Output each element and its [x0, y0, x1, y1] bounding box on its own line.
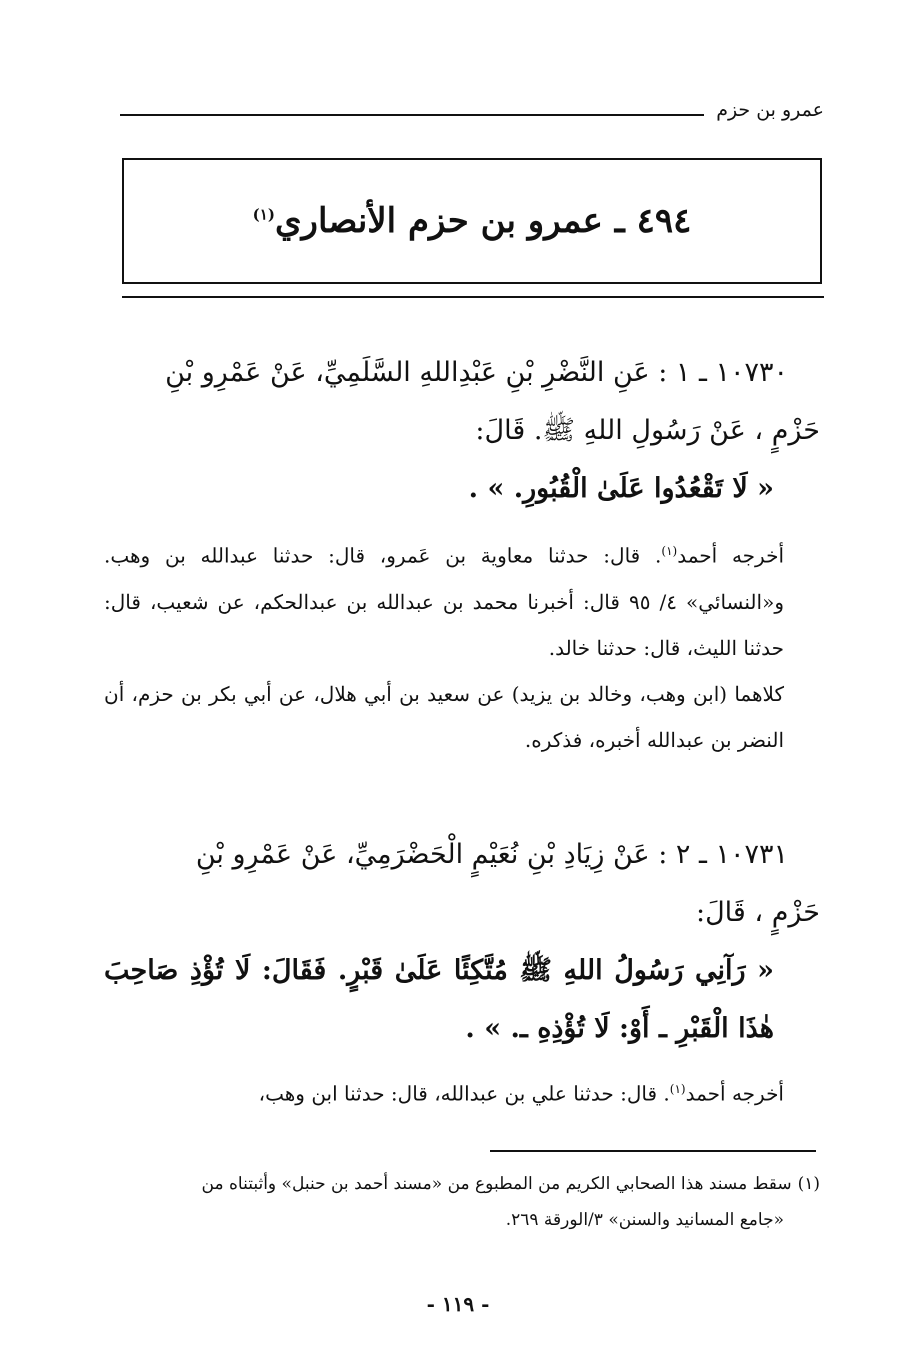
hadith-1-isnad-line1: ١٠٧٣٠ ـ ١ : عَنِ النَّضْرِ بْنِ عَبْدِاللهِ السَّلَمِيِّ، عَنْ عَمْرِو بْنِ: [165, 357, 788, 388]
hadith-1-takhrij-para1: [104, 528, 820, 671]
hadith-2-takhrij: [104, 1066, 820, 1117]
takhrij-rest: . قال: حدثنا علي بن عبدالله، قال: حدثنا ابن وهب،: [258, 1081, 670, 1106]
hadith-1-takhrij: [104, 528, 820, 763]
running-title: عمرو بن حزم: [716, 99, 824, 121]
title-underline: [122, 296, 824, 298]
footnote: [104, 1166, 820, 1238]
hadith-2-matn: « رَآنِي رَسُولُ اللهِ ﷺ مُتَّكِئًا عَلَىٰ قَبْرٍ. فَقَالَ: لَا تُؤْذِ صَاحِبَ هٰذَا الْقَبْرِ ـ أَوْ: لَا تُؤْذِهِ ـ. » .: [104, 955, 774, 1044]
hadith-1-matn: « لَا تَقْعُدُوا عَلَىٰ الْقُبُورِ. » .: [468, 473, 774, 504]
page-number: - ١١٩ -: [426, 1292, 490, 1316]
hadith-1: [104, 344, 820, 518]
hadith-2-isnad-line1: ١٠٧٣١ ـ ٢ : عَنْ زِيَادِ بْنِ نُعَيْمٍ الْحَضْرَمِيِّ، عَنْ عَمْرِو بْنِ: [195, 839, 788, 870]
footnote-text: سقط مسند هذا الصحابي الكريم من المطبوع من «مسند أحمد بن حنبل» وأثبتناه من: [201, 1174, 792, 1194]
chapter-title-box: [122, 158, 822, 284]
chapter-title-text: ٤٩٤ ـ عمرو بن حزم الأنصاري: [274, 201, 692, 241]
takhrij-start: أخرجه أحمد: [685, 1081, 784, 1106]
takhrij-footnote-ref: (١): [669, 1082, 686, 1096]
hadith-1-takhrij-para2: كلاهما (ابن وهب، وخالد بن يزيد) عن سعيد بن أبي هلال، عن أبي بكر بن حزم، أن النضر بن عبدالله أخبره، فذكره.: [104, 681, 784, 752]
footnote-number: (١): [797, 1174, 820, 1194]
chapter-title-footnote-ref: (١): [252, 205, 275, 224]
footnote-line2: «جامع المسانيد والسنن» ٣/الورقة ٢٦٩.: [505, 1210, 784, 1230]
footnote-line1: [104, 1166, 820, 1202]
takhrij-footnote-ref: (١): [661, 544, 678, 558]
chapter-title: [253, 201, 692, 241]
hadith-2: [104, 826, 820, 1058]
running-header: [120, 92, 824, 128]
header-rule: [120, 114, 704, 116]
hadith-2-isnad-line2: حَزْمٍ ، قَالَ:: [695, 897, 820, 928]
footnote-rule: [490, 1150, 816, 1152]
takhrij-start: أخرجه أحمد: [677, 543, 784, 568]
hadith-2-takhrij-para1: [104, 1066, 820, 1117]
hadith-1-isnad-line2: حَزْمٍ ، عَنْ رَسُولِ اللهِ ﷺ. قَالَ:: [475, 415, 820, 446]
takhrij-rest: . قال: حدثنا معاوية بن عَمرو، قال: حدثنا عبدالله بن وهب. و«النسائي» ٤/ ٩٥ قال: أخبرنا محمد بن عبدالله بن عبدالحكم، عن شعيب، قال: حدثنا الليث، قال: حدثنا خالد.: [104, 543, 784, 660]
